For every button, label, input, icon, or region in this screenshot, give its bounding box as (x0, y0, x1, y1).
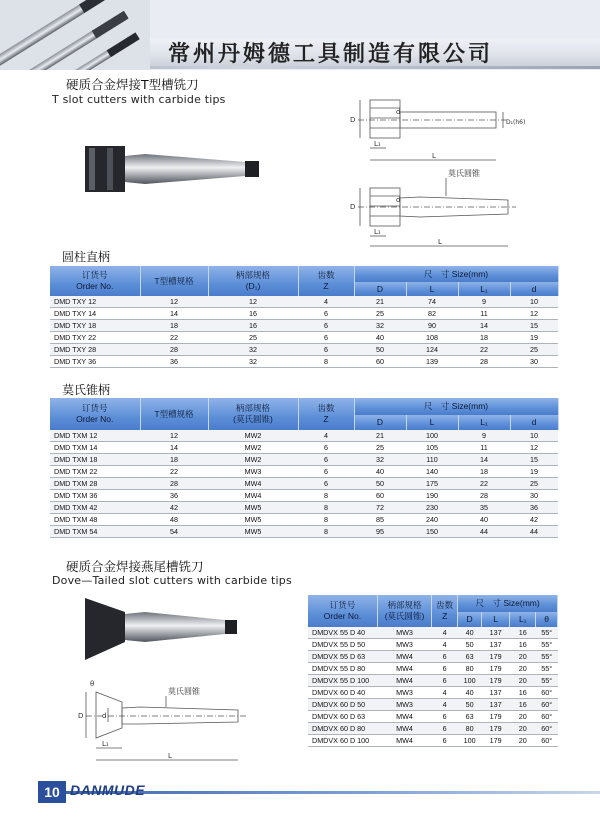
dim-D1-label: D₁(h6) (506, 119, 526, 126)
table-cell: 20 (510, 651, 536, 663)
table-row (50, 526, 558, 538)
table-row (50, 430, 558, 442)
table-cell: 40 (458, 514, 510, 526)
table-cell: 240 (406, 514, 458, 526)
dim-d-label-2: d (396, 196, 401, 204)
table-cell: 16 (208, 320, 298, 332)
table-cell: 12 (208, 296, 298, 308)
table-cell: DMD TXY 18 (50, 320, 140, 332)
table-cell: DMD TXM 36 (50, 490, 140, 502)
col-L1: L₁ (458, 415, 510, 430)
table-cell: 28 (140, 344, 208, 356)
dim-L1-label: L₁ (374, 140, 381, 148)
table-row (50, 466, 558, 478)
table-cell: 179 (482, 711, 510, 723)
table-cell: DMDVX 55 D 80 (308, 663, 377, 675)
table-cell: MW5 (208, 514, 298, 526)
dim-L-label-3: L (168, 752, 172, 760)
table-cell: 12 (140, 296, 208, 308)
table-cell: 36 (510, 502, 558, 514)
brand-logo-text: DANMUDE (70, 782, 146, 798)
table-cell: 35 (458, 502, 510, 514)
table-cell: 100 (458, 735, 482, 747)
col-L: L (482, 612, 510, 627)
table-row (308, 711, 558, 723)
col-size: 尺 寸 Size(mm) (354, 398, 558, 415)
table-cell: 6 (432, 711, 458, 723)
table1-label: 圆柱直柄 (62, 250, 111, 264)
table-cell: 8 (298, 514, 354, 526)
table-cell: 50 (354, 478, 406, 490)
table-row (308, 639, 558, 651)
col-d: d (510, 282, 558, 296)
table-cell: 21 (354, 296, 406, 308)
dim-d-label-3: d (102, 712, 107, 720)
table-row (50, 308, 558, 320)
table-cell: 50 (458, 699, 482, 711)
col-teeth: 齿数 Z (298, 266, 354, 296)
morse-taper-table (50, 398, 559, 538)
table-cell: 10 (510, 296, 558, 308)
table-cell: DMD TXM 42 (50, 502, 140, 514)
table-cell: 10 (510, 430, 558, 442)
company-name: 常州丹姆德工具制造有限公司 (168, 42, 494, 67)
table-cell: DMD TXM 22 (50, 466, 140, 478)
table-cell: 18 (458, 466, 510, 478)
table-cell: MW4 (377, 711, 431, 723)
table-cell: 18 (140, 320, 208, 332)
col-order: 订货号 Order No. (308, 595, 377, 627)
table-cell: 6 (432, 675, 458, 687)
dim-D-label-3: D (78, 712, 84, 720)
dim-L1-label-3: L₁ (102, 740, 109, 748)
table-cell: 14 (458, 454, 510, 466)
table-cell: 60 (354, 356, 406, 368)
table-cell: MW2 (208, 430, 298, 442)
table-cell: 6 (432, 651, 458, 663)
table-cell: 6 (298, 332, 354, 344)
col-shank: 柄部规格 (莫氏圆锥) (377, 595, 431, 627)
section-title-en: T slot cutters with carbide tips (52, 93, 226, 106)
col-slot: T型槽规格 (140, 398, 208, 430)
table-cell: 139 (406, 356, 458, 368)
table-cell: DMDVX 55 D 63 (308, 651, 377, 663)
table-cell: MW5 (208, 502, 298, 514)
table-cell: DMD TXM 54 (50, 526, 140, 538)
end-mills-photo (0, 0, 150, 70)
table-cell: DMDVX 55 D 50 (308, 639, 377, 651)
table-row (308, 627, 558, 639)
table-cell: 60° (536, 699, 558, 711)
table-cell: 60° (536, 735, 558, 747)
dim-L1-label-2: L₁ (374, 228, 381, 236)
table-cell: 21 (354, 430, 406, 442)
table-cell: 40 (458, 627, 482, 639)
table-cell: 30 (510, 356, 558, 368)
table-cell: 19 (510, 332, 558, 344)
table-cell: 40 (354, 332, 406, 344)
table-cell: 8 (298, 502, 354, 514)
table-row (50, 320, 558, 332)
table-cell: DMD TXY 28 (50, 344, 140, 356)
table-cell: 80 (458, 663, 482, 675)
table-cell: DMD TXM 48 (50, 514, 140, 526)
table-cell: 50 (458, 639, 482, 651)
col-L: L (406, 415, 458, 430)
table-cell: 63 (458, 651, 482, 663)
table-cell: 55° (536, 675, 558, 687)
table-cell: DMDVX 60 D 63 (308, 711, 377, 723)
table-cell: 28 (140, 478, 208, 490)
table-cell: 36 (140, 490, 208, 502)
table-cell: 20 (510, 735, 536, 747)
table-cell: 137 (482, 639, 510, 651)
table-cell: 20 (510, 723, 536, 735)
table-row (50, 478, 558, 490)
table-cell: 8 (298, 356, 354, 368)
table-row (308, 723, 558, 735)
table-cell: 55° (536, 663, 558, 675)
table-cell: DMD TXM 14 (50, 442, 140, 454)
table-cell: 6 (432, 723, 458, 735)
table-cell: 60° (536, 711, 558, 723)
table-cell: 179 (482, 723, 510, 735)
col-order: 订货号 Order No. (50, 266, 140, 296)
table-cell: DMD TXM 18 (50, 454, 140, 466)
table-cell: DMD TXY 22 (50, 332, 140, 344)
table-cell: 6 (298, 442, 354, 454)
col-D: D (458, 612, 482, 627)
table-cell: 6 (432, 663, 458, 675)
table-cell: 30 (510, 490, 558, 502)
table-cell: 105 (406, 442, 458, 454)
table-cell: 11 (458, 308, 510, 320)
table-cell: 4 (298, 430, 354, 442)
table-row (50, 356, 558, 368)
straight-shank-table (50, 266, 559, 368)
table-cell: 100 (406, 430, 458, 442)
table-cell: 9 (458, 296, 510, 308)
table-cell: 6 (298, 466, 354, 478)
table-cell: MW3 (377, 639, 431, 651)
col-size: 尺 寸 Size(mm) (354, 266, 558, 282)
section2-title-cn: 硬质合金焊接燕尾槽铣刀 (66, 559, 204, 574)
table-cell: DMD TXY 14 (50, 308, 140, 320)
dim-L-label: L (432, 152, 436, 160)
table-cell: 28 (458, 490, 510, 502)
table-cell: 4 (432, 639, 458, 651)
table-cell: 4 (298, 296, 354, 308)
table-cell: 95 (354, 526, 406, 538)
col-L: L (406, 282, 458, 296)
table-cell: 137 (482, 627, 510, 639)
table-cell: 6 (432, 735, 458, 747)
table-cell: DMD TXM 28 (50, 478, 140, 490)
table-cell: 6 (298, 478, 354, 490)
table-row (308, 663, 558, 675)
table-cell: 6 (298, 344, 354, 356)
table-cell: 16 (208, 308, 298, 320)
section-title-cn: 硬质合金焊接T型槽铣刀 (66, 77, 199, 92)
table-row (308, 675, 558, 687)
table-cell: 60° (536, 723, 558, 735)
table-cell: 150 (406, 526, 458, 538)
table-cell: 14 (458, 320, 510, 332)
table-cell: 72 (354, 502, 406, 514)
table-cell: 137 (482, 699, 510, 711)
table-row (50, 296, 558, 308)
table-row (308, 651, 558, 663)
table-cell: 179 (482, 735, 510, 747)
t-slot-drawing-morse (348, 162, 528, 252)
table-cell: 28 (458, 356, 510, 368)
table-cell: 18 (458, 332, 510, 344)
table-cell: 12 (140, 430, 208, 442)
table-cell: 15 (510, 454, 558, 466)
table-row (50, 514, 558, 526)
dim-D-label: D (350, 116, 356, 124)
table-cell: 60 (354, 490, 406, 502)
table-cell: 16 (510, 687, 536, 699)
table-cell: 11 (458, 442, 510, 454)
table-cell: 22 (458, 478, 510, 490)
col-order: 订货号 Order No. (50, 398, 140, 430)
table-cell: MW3 (208, 466, 298, 478)
table-cell: MW3 (377, 699, 431, 711)
table-cell: 110 (406, 454, 458, 466)
table-cell: 22 (140, 332, 208, 344)
table-cell: MW4 (377, 651, 431, 663)
dovetail-morse-note: 莫氏圆锥 (168, 687, 200, 696)
table-cell: 190 (406, 490, 458, 502)
table-cell: 54 (140, 526, 208, 538)
table-cell: 179 (482, 663, 510, 675)
table-cell: 137 (482, 687, 510, 699)
table-cell: 8 (298, 490, 354, 502)
table-cell: 80 (458, 723, 482, 735)
col-L1: L₁ (510, 612, 536, 627)
table-cell: MW3 (377, 627, 431, 639)
table-cell: 55° (536, 639, 558, 651)
t-slot-cutter-photo (85, 138, 265, 218)
table-cell: 4 (432, 687, 458, 699)
table-cell: 85 (354, 514, 406, 526)
table-cell: MW4 (377, 663, 431, 675)
table-cell: 25 (208, 332, 298, 344)
table-cell: 25 (354, 442, 406, 454)
table-cell: 20 (510, 675, 536, 687)
dovetail-cutter-photo (85, 594, 245, 674)
table-cell: 32 (354, 454, 406, 466)
table-cell: MW2 (208, 454, 298, 466)
table-cell: 100 (458, 675, 482, 687)
table-cell: 4 (432, 627, 458, 639)
table-cell: 6 (298, 308, 354, 320)
table-row (50, 332, 558, 344)
table-cell: 20 (510, 711, 536, 723)
section2-title-en: Dove—Tailed slot cutters with carbide tips (52, 574, 292, 587)
dim-L-label-2: L (438, 238, 442, 246)
table-row (308, 687, 558, 699)
table-cell: 36 (140, 356, 208, 368)
table-cell: DMD TXY 12 (50, 296, 140, 308)
table-cell: 16 (510, 639, 536, 651)
col-D: D (354, 415, 406, 430)
table-cell: DMDVX 60 D 40 (308, 687, 377, 699)
table-cell: MW2 (208, 442, 298, 454)
dim-theta-label: θ (90, 680, 95, 688)
table-cell: 8 (298, 526, 354, 538)
dovetail-drawing (78, 672, 258, 772)
table-cell: 4 (432, 699, 458, 711)
table-cell: 140 (406, 466, 458, 478)
dim-D-label-2: D (350, 203, 356, 211)
table-cell: 175 (406, 478, 458, 490)
table-cell: 12 (510, 442, 558, 454)
col-L1: L₁ (458, 282, 510, 296)
table-cell: 6 (298, 320, 354, 332)
table-cell: 25 (510, 344, 558, 356)
table-row (50, 490, 558, 502)
col-d: d (510, 415, 558, 430)
col-shank: 柄部规格 (D₁) (208, 266, 298, 296)
table-row (50, 502, 558, 514)
morse-note: 莫氏圆锥 (448, 169, 480, 178)
table-cell: DMDVX 55 D 40 (308, 627, 377, 639)
table-cell: 16 (510, 699, 536, 711)
table-cell: MW4 (208, 490, 298, 502)
table-cell: 48 (140, 514, 208, 526)
table-cell: 6 (298, 454, 354, 466)
table-cell: 15 (510, 320, 558, 332)
table-row (308, 735, 558, 747)
table-cell: 50 (354, 344, 406, 356)
table-cell: DMDVX 60 D 50 (308, 699, 377, 711)
table-cell: 9 (458, 430, 510, 442)
table-cell: 32 (208, 356, 298, 368)
table-cell: 40 (458, 687, 482, 699)
table-cell: 32 (354, 320, 406, 332)
table-cell: 22 (140, 466, 208, 478)
table-cell: 12 (510, 308, 558, 320)
table-cell: 44 (510, 526, 558, 538)
table-cell: 42 (510, 514, 558, 526)
table-cell: 60° (536, 687, 558, 699)
table-row (50, 442, 558, 454)
col-teeth: 齿数 Z (432, 595, 458, 627)
table-cell: 179 (482, 651, 510, 663)
col-shank: 柄部规格 (莫氏圆锥) (208, 398, 298, 430)
dovetail-table (308, 595, 558, 747)
col-theta: θ (536, 612, 558, 627)
col-teeth: 齿数 Z (298, 398, 354, 430)
table-cell: 25 (354, 308, 406, 320)
table-row (50, 344, 558, 356)
col-slot: T型槽规格 (140, 266, 208, 296)
table-cell: 40 (354, 466, 406, 478)
table-cell: 42 (140, 502, 208, 514)
table-cell: MW4 (377, 723, 431, 735)
table-cell: 14 (140, 308, 208, 320)
table-cell: 74 (406, 296, 458, 308)
table-cell: 90 (406, 320, 458, 332)
table-cell: 124 (406, 344, 458, 356)
table-cell: 32 (208, 344, 298, 356)
table-cell: 108 (406, 332, 458, 344)
table-cell: 230 (406, 502, 458, 514)
table-cell: MW4 (377, 735, 431, 747)
table-cell: DMDVX 60 D 100 (308, 735, 377, 747)
table-cell: 25 (510, 478, 558, 490)
table-cell: 55° (536, 651, 558, 663)
table-cell: 55° (536, 627, 558, 639)
table-cell: 82 (406, 308, 458, 320)
dim-d-label: d (396, 108, 401, 116)
table-cell: DMDVX 55 D 100 (308, 675, 377, 687)
col-D: D (354, 282, 406, 296)
table-row (50, 454, 558, 466)
table-cell: MW4 (377, 675, 431, 687)
table-cell: 16 (510, 627, 536, 639)
table-cell: DMD TXM 12 (50, 430, 140, 442)
table-cell: 179 (482, 675, 510, 687)
col-size: 尺 寸 Size(mm) (458, 595, 558, 612)
table-cell: 63 (458, 711, 482, 723)
table-cell: 20 (510, 663, 536, 675)
table-cell: 44 (458, 526, 510, 538)
table-cell: MW3 (377, 687, 431, 699)
table-cell: MW5 (208, 526, 298, 538)
table2-label: 莫氏锥柄 (62, 383, 111, 397)
table-cell: 22 (458, 344, 510, 356)
table-cell: 19 (510, 466, 558, 478)
table-cell: MW4 (208, 478, 298, 490)
table-cell: DMDVX 60 D 80 (308, 723, 377, 735)
table-row (308, 699, 558, 711)
table-cell: 18 (140, 454, 208, 466)
page-number: 10 (38, 781, 66, 803)
table-cell: 14 (140, 442, 208, 454)
table-cell: DMD TXY 36 (50, 356, 140, 368)
